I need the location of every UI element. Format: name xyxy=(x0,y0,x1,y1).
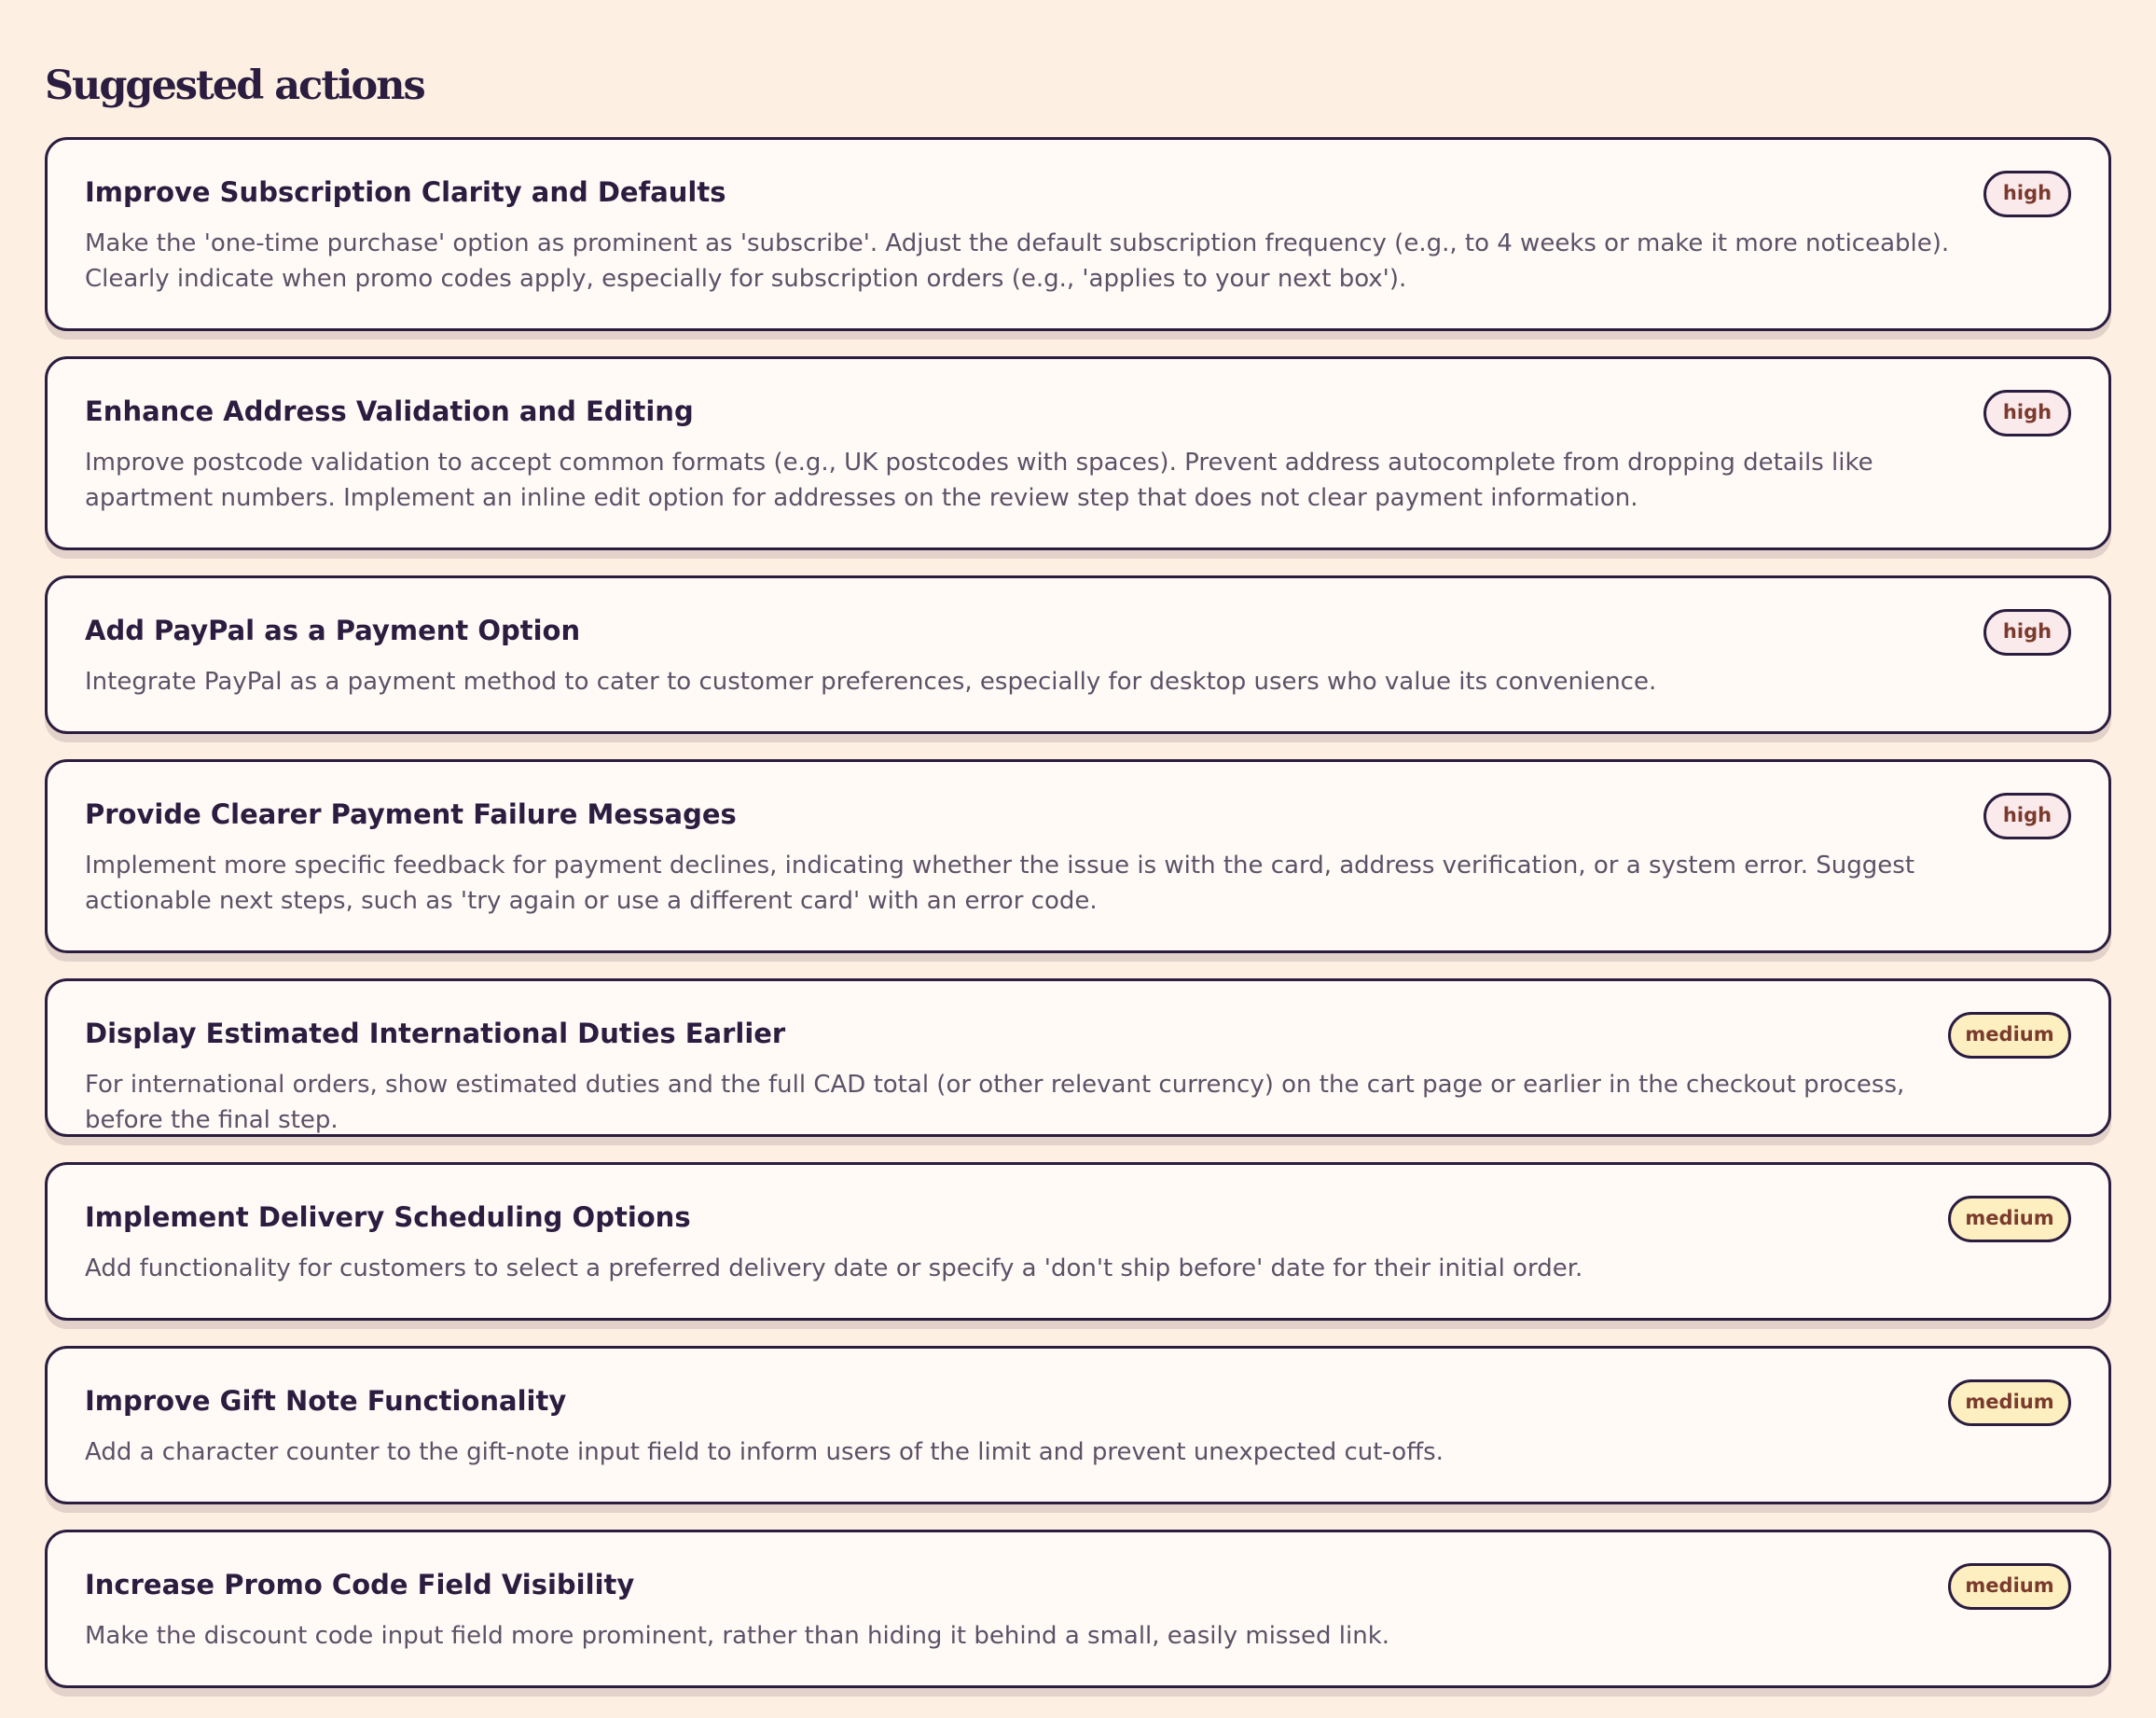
priority-badge: medium xyxy=(1948,1012,2071,1059)
action-card xyxy=(45,1346,2111,1504)
action-description: Make the 'one-time purchase' option as prominent as 'subscribe'. Adjust the default subscription frequency (e.g., to 4 weeks or make it more noticeable). Clearly indicate when promo codes apply, especially for subscription orders (e.g., 'applies to your next box'). xyxy=(85,229,1950,293)
action-description: Make the discount code input field more prominent, rather than hiding it behind a small, easily missed link. xyxy=(85,1622,1390,1650)
priority-badge: high xyxy=(1983,793,2071,839)
action-title: Provide Clearer Payment Failure Messages xyxy=(85,798,737,830)
priority-badge: medium xyxy=(1948,1379,2071,1426)
action-card xyxy=(45,978,2111,1137)
action-title: Improve Gift Note Functionality xyxy=(85,1385,567,1417)
action-description: Add a character counter to the gift-note input field to inform users of the limit and prevent unexpected cut-offs. xyxy=(85,1438,1444,1466)
action-title: Improve Subscription Clarity and Defaults xyxy=(85,176,726,208)
action-card xyxy=(45,759,2111,953)
priority-badge: high xyxy=(1983,171,2071,217)
action-card xyxy=(45,575,2111,734)
action-title: Add PayPal as a Payment Option xyxy=(85,615,581,646)
action-description: Add functionality for customers to select a preferred delivery date or specify a 'don't ship before' date for their initial order. xyxy=(85,1254,1583,1282)
action-card xyxy=(45,356,2111,550)
action-description: Integrate PayPal as a payment method to cater to customer preferences, especially for desktop users who value its convenience. xyxy=(85,668,1657,696)
action-card xyxy=(45,1530,2111,1688)
action-list xyxy=(45,137,2111,1713)
action-description: Improve postcode validation to accept common formats (e.g., UK postcodes with spaces). Prevent address autocomplete from dropping details like apartment numbers. Implement an inline edit option for addresses on the review step that does not clear payment information. xyxy=(85,449,1873,512)
priority-badge: medium xyxy=(1948,1196,2071,1242)
priority-badge: high xyxy=(1983,390,2071,436)
action-title: Increase Promo Code Field Visibility xyxy=(85,1569,635,1600)
action-card xyxy=(45,1162,2111,1321)
page-title: Suggested actions xyxy=(45,62,424,109)
action-description: For international orders, show estimated duties and the full CAD total (or other relevant currency) on the cart page or earlier in the checkout process, before the final step. xyxy=(85,1071,1905,1134)
priority-badge: high xyxy=(1983,609,2071,656)
action-description: Implement more specific feedback for payment declines, indicating whether the issue is with the card, address verification, or a system error. Suggest actionable next steps, such as 'try again or use a different card' with an error code. xyxy=(85,852,1915,915)
action-title: Display Estimated International Duties Earlier xyxy=(85,1018,786,1049)
action-title: Enhance Address Validation and Editing xyxy=(85,395,694,427)
action-card xyxy=(45,137,2111,331)
action-title: Implement Delivery Scheduling Options xyxy=(85,1201,691,1233)
priority-badge: medium xyxy=(1948,1563,2071,1610)
